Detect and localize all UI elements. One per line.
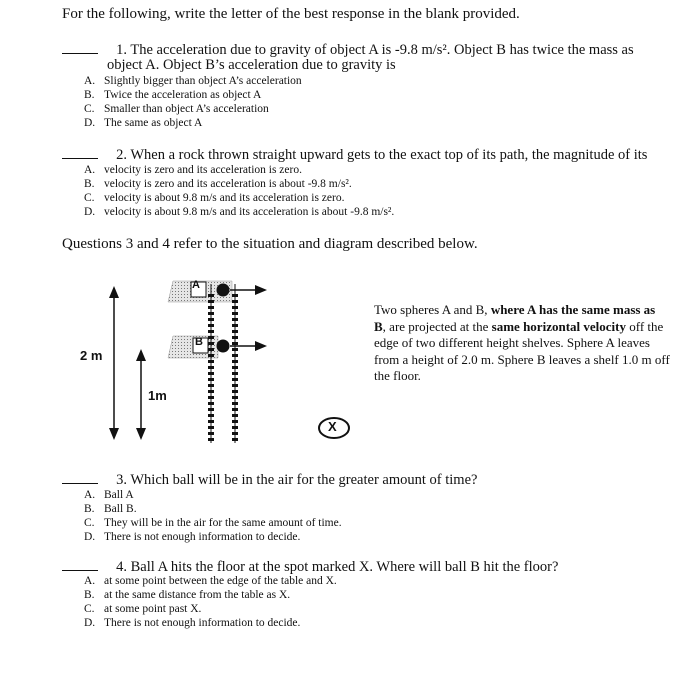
situation-intro: Questions 3 and 4 refer to the situation and diagram described below.	[62, 236, 478, 252]
question-4-number: 4.	[116, 559, 127, 575]
question-2-number: 2.	[116, 147, 127, 163]
situation-description: Two spheres A and B, where A has the same mass as B, are projected at the same horizontal velocity off the edge of two different height shelves. Sphere A leaves from a height of 2.0 m. Sphere B leaves a shelf 1.0 m off the floor.	[374, 302, 670, 383]
answer-blank-4[interactable]	[62, 558, 98, 571]
option-2b: B. velocity is zero and its acceleration is about -9.8 m/s².	[84, 178, 352, 190]
option-3d: D. There is not enough information to decide.	[84, 531, 301, 543]
label-b: B	[195, 336, 203, 348]
question-1-options	[84, 74, 302, 130]
height-2m-arrow	[109, 286, 119, 440]
question-1-text: The acceleration due to gravity of object A is -9.8 m/s². Object B has twice the mass as	[130, 42, 634, 58]
option-3b: B. Ball B.	[84, 503, 137, 515]
question-1	[62, 41, 634, 58]
answer-blank-2[interactable]	[62, 146, 98, 159]
question-1-text-cont: object A. Object B’s acceleration due to gravity is	[107, 57, 396, 73]
instructions: For the following, write the letter of the best response in the blank provided.	[62, 6, 520, 22]
question-3-options	[84, 488, 342, 544]
question-4-text: Ball A hits the floor at the spot marked X. Where will ball B hit the floor?	[130, 559, 559, 575]
option-4d: D. There is not enough information to decide.	[84, 617, 301, 629]
answer-blank-3[interactable]	[62, 471, 98, 484]
option-1b: B. Twice the acceleration as object A	[84, 89, 262, 101]
option-4a: A. at some point between the edge of the table and X.	[84, 575, 337, 587]
velocity-arrowhead-a	[255, 285, 267, 295]
question-3	[62, 471, 477, 488]
question-1-number: 1.	[116, 42, 127, 58]
question-2	[62, 146, 647, 163]
option-1a: A. Slightly bigger than object A’s acceleration	[84, 75, 302, 87]
height-1m-arrow	[136, 349, 146, 440]
option-1d: D. The same as object A	[84, 117, 203, 129]
sphere-b	[217, 340, 230, 353]
option-3c: C. They will be in the air for the same amount of time.	[84, 517, 342, 529]
label-1m: 1m	[148, 388, 167, 403]
question-4	[62, 558, 558, 575]
label-x: X	[328, 419, 337, 434]
option-1c: C. Smaller than object A’s acceleration	[84, 103, 269, 115]
label-2m: 2 m	[80, 348, 103, 363]
sphere-a	[217, 284, 230, 297]
question-3-number: 3.	[116, 472, 127, 488]
shelves-diagram	[70, 270, 370, 445]
option-2a: A. velocity is zero and its acceleration is zero.	[84, 164, 302, 176]
label-a: A	[192, 279, 200, 291]
answer-blank-1[interactable]	[62, 41, 98, 54]
velocity-arrowhead-b	[255, 341, 267, 351]
question-4-options	[84, 574, 337, 630]
option-4b: B. at the same distance from the table as X.	[84, 589, 291, 601]
option-2d: D. velocity is about 9.8 m/s and its acceleration is about -9.8 m/s².	[84, 206, 395, 218]
question-3-text: Which ball will be in the air for the greater amount of time?	[130, 472, 478, 488]
question-2-options	[84, 163, 394, 219]
question-2-text: When a rock thrown straight upward gets to the exact top of its path, the magnitude of its	[130, 147, 648, 163]
option-4c: C. at some point past X.	[84, 603, 202, 615]
option-3a: A. Ball A	[84, 489, 134, 501]
option-2c: C. velocity is about 9.8 m/s and its acceleration is zero.	[84, 192, 345, 204]
